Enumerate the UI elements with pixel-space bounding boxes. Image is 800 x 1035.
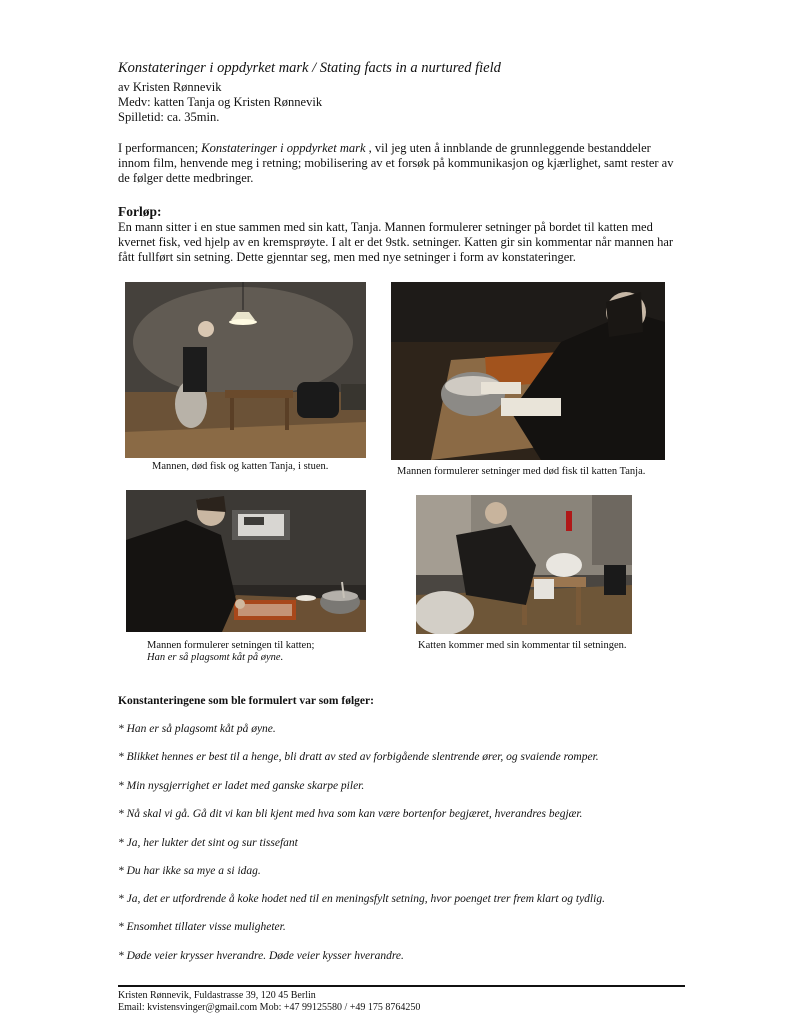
section-text: En mann sitter i en stue sammen med sin katt, Tanja. Mannen formulerer setninger på bordet til katten med kvernet fisk, ved hjelp av en kremsprøyte. I alt er det 9stk. setninger. Katten gir sin kommentar når mannen har fått fullført sin setning. Dette gjenntar seg, men med nye setninger i form av konstateringer.	[118, 220, 674, 264]
statement-2: * Blikket hennes er best til a henge, bli dratt av sted av forbigående slentrende ører, og svaiende romper.	[118, 751, 599, 763]
statement-1: * Han er så plagsomt kåt på øyne.	[118, 723, 276, 735]
footer-address: Kristen Rønnevik, Fuldastrasse 39, 120 45 Berlin	[118, 990, 316, 1001]
statements-heading: Konstanteringene som ble formulert var som følger:	[118, 695, 374, 707]
intro-rest: , vil jeg uten å innblande de grunnleggende bestanddeler innom film, henvende meg i retning; mobilisering av et forsøk på kommunikasjon og kjærlighet, samt rester av de følger dette medbringer.	[118, 141, 674, 185]
section-heading: Forløp:	[118, 204, 162, 219]
photo-fish-writing	[391, 282, 665, 460]
author-line: av Kristen Rønnevik	[118, 80, 222, 94]
footer-contact: Email: kvistensvinger@gmail.com Mob: +47 99125580 / +49 175 8764250	[118, 1002, 421, 1013]
statement-7: * Ja, det er utfordrende å koke hodet ned til en meningsfylt setning, hvor poenget trer frem klart og tydlig.	[118, 893, 605, 905]
duration-line: Spilletid: ca. 35min.	[118, 110, 220, 124]
intro-paragraph	[118, 141, 678, 186]
footer-divider	[118, 985, 685, 987]
statement-9: * Døde veier krysser hverandre. Døde veier kysser hverandre.	[118, 950, 404, 962]
statement-6: * Du har ikke sa mye a si idag.	[118, 865, 261, 877]
statement-5: * Ja, her lukter det sint og sur tissefant	[118, 837, 298, 849]
photo-caption-2: Mannen formulerer setninger med død fisk til katten Tanja.	[397, 466, 646, 477]
photo-living-room	[125, 282, 366, 458]
photo-cat-comment	[416, 495, 632, 634]
photo-caption-3	[147, 640, 314, 664]
statement-4: * Nå skal vi gå. Gå dit vi kan bli kjent med hva som kan være bortenfor begjæret, hverandres begjær.	[118, 808, 583, 820]
cast-line: Medv: katten Tanja og Kristen Rønnevik	[118, 95, 323, 109]
intro-prefix: I performancen;	[118, 141, 202, 155]
intro-italic-title: Konstateringer i oppdyrket mark	[201, 141, 366, 155]
statement-3: * Min nysgjerrighet er ladet med ganske skarpe piler.	[118, 780, 365, 792]
photo-caption-3-text: Mannen formulerer setningen til katten;	[147, 640, 315, 651]
photo-caption-3-italic: Han er så plagsomt kåt på øyne.	[147, 652, 284, 663]
photo-writing-sentence	[126, 490, 366, 632]
document-title: Konstateringer i oppdyrket mark / Stating facts in a nurtured field	[118, 60, 501, 76]
photo-caption-1: Mannen, død fisk og katten Tanja, i stuen.	[152, 461, 329, 472]
photo-caption-4: Katten kommer med sin kommentar til setningen.	[418, 640, 627, 651]
statement-8: * Ensomhet tillater visse muligheter.	[118, 921, 286, 933]
